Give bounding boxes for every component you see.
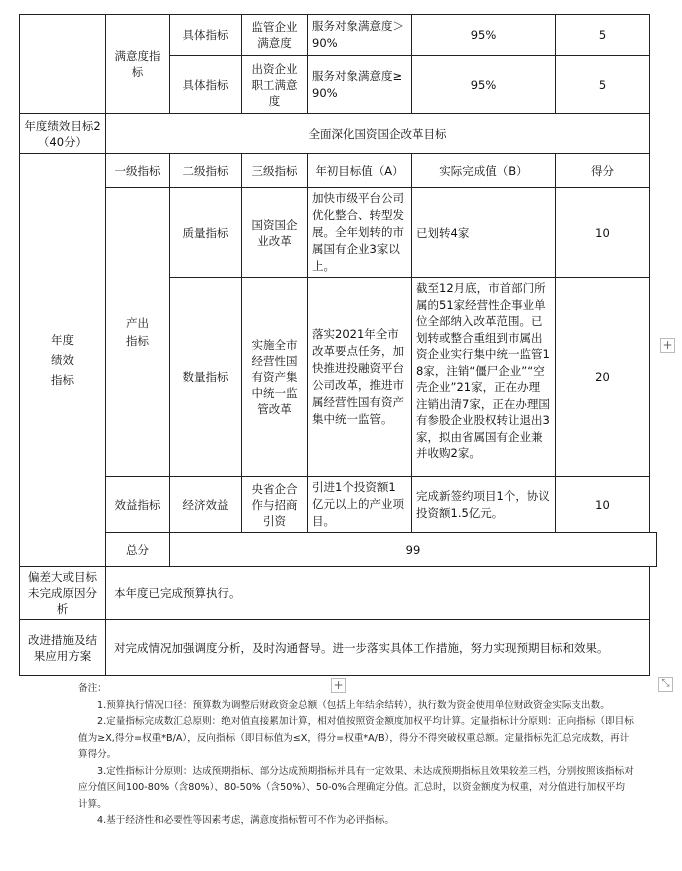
table-row bbox=[20, 114, 657, 154]
cell-target: 落实2021年全市改革要点任务，加快推进投融资平台公司改革，推进市属经营性国有资产集中统一监管。 bbox=[308, 278, 412, 477]
cell-actual: 95% bbox=[412, 56, 556, 114]
cell-score: 10 bbox=[556, 477, 650, 533]
cell-level1: 效益指标 bbox=[106, 477, 170, 533]
cell-actual: 完成新签约项目1个，协议投资额1.5亿元。 bbox=[412, 477, 556, 533]
performance-table bbox=[19, 14, 657, 676]
deviation-text: 本年度已完成预算执行。 bbox=[106, 567, 650, 620]
header-target: 年初目标值（A） bbox=[308, 154, 412, 188]
cell-level3: 实施全市经营性国有资产集中统一监管改革 bbox=[242, 278, 308, 477]
cell-target: 服务对象满意度≥90% bbox=[308, 56, 412, 114]
table-row bbox=[20, 15, 657, 56]
note-1: 1.预算执行情况口径：预算数为调整后财政资金总额（包括上年结余结转），执行数为资金使用单位财政资金实际支出数。 bbox=[97, 699, 610, 711]
cell-score: 10 bbox=[556, 188, 650, 278]
improve-label: 改进措施及结果应用方案 bbox=[20, 620, 106, 676]
cell-target: 引进1个投资额1亿元以上的产业项目。 bbox=[308, 477, 412, 533]
table-resize-handle[interactable]: ⤡ bbox=[658, 677, 673, 692]
output-label: 产出指标 bbox=[106, 188, 170, 477]
table-row bbox=[20, 620, 657, 676]
cell-level3: 具体指标 bbox=[170, 15, 242, 56]
header-level1: 一级指标 bbox=[106, 154, 170, 188]
cell-score: 5 bbox=[556, 15, 650, 56]
header-actual: 实际完成值（B） bbox=[412, 154, 556, 188]
total-label: 总分 bbox=[106, 533, 170, 567]
table-row bbox=[20, 567, 657, 620]
kpi-label: 年度绩效指标 bbox=[20, 154, 106, 567]
empty-cell bbox=[20, 15, 106, 114]
note-4: 4.基于经济性和必要性等因素考虑，满意度指标暂可不作为必评指标。 bbox=[97, 815, 394, 826]
cell-target: 服务对象满意度＞90% bbox=[308, 15, 412, 56]
cell-level2: 质量指标 bbox=[170, 188, 242, 278]
cell-actual: 截至12月底，市首部门所属的51家经营性企事业单位全部纳入改革范围。已划转或整合重组到市属出资企业实行集中统一监管18家，注销“僵尸企业”“空壳企业”21家，正在办理注销出清7家，正在办理国有参股企业股权转让退出3家，拟由省属国有企业兼并收购2家。 bbox=[412, 278, 556, 477]
add-row-button[interactable]: + bbox=[331, 678, 346, 693]
cell-score: 5 bbox=[556, 56, 650, 114]
notes-title: 备注： bbox=[78, 683, 107, 694]
note-3: 3.定性指标计分原则：达成预期指标、部分达成预期指标并具有一定效果、未达成预期指标且效果较差三档，分别按照该指标对应分值区间100-80%（含80%）、80-50%（含50%）、50-0%合理确定分值。汇总时，以资金额度为权重，对分值进行加权平均计算。 bbox=[78, 765, 634, 810]
header-score: 得分 bbox=[556, 154, 650, 188]
deviation-label: 偏差大或目标未完成原因分析 bbox=[20, 567, 106, 620]
cell-indicator: 监管企业满意度 bbox=[242, 15, 308, 56]
total-value: 99 bbox=[170, 533, 657, 567]
cell-level2: 经济效益 bbox=[170, 477, 242, 533]
cell-level3: 央省企合作与招商引资 bbox=[242, 477, 308, 533]
goal-label: 年度绩效目标2（40分） bbox=[20, 114, 106, 154]
table-row bbox=[20, 533, 657, 567]
cell-level3: 具体指标 bbox=[170, 56, 242, 114]
header-level3: 三级指标 bbox=[242, 154, 308, 188]
note-2: 2.定量指标完成数汇总原则：绝对值直接累加计算，相对值按照资金额度加权平均计算。定量指标计分原则：正向指标（即目标值为≥X,得分=权重*B/A），反向指标（即目标值为≤X，得分=权重*A/B），得分不得突破权重总额。定量指标先汇总完成数，再计算得分。 bbox=[78, 716, 634, 760]
notes-section bbox=[78, 681, 634, 830]
cell-actual: 已划转4家 bbox=[412, 188, 556, 278]
cell-score: 20 bbox=[556, 278, 650, 477]
add-column-button[interactable]: + bbox=[660, 338, 675, 353]
cell-level3: 国资国企业改革 bbox=[242, 188, 308, 278]
header-level2: 二级指标 bbox=[170, 154, 242, 188]
improve-text: 对完成情况加强调度分析，及时沟通督导。进一步落实具体工作措施，努力实现预期目标和效果。 bbox=[106, 620, 650, 676]
cell-actual: 95% bbox=[412, 15, 556, 56]
cell-level2: 满意度指标 bbox=[106, 15, 170, 114]
table-row bbox=[20, 188, 657, 278]
cell-indicator: 出资企业职工满意度 bbox=[242, 56, 308, 114]
cell-level2: 数量指标 bbox=[170, 278, 242, 477]
goal-text: 全面深化国资国企改革目标 bbox=[106, 114, 650, 154]
table-row bbox=[20, 477, 657, 533]
cell-target: 加快市级平台公司优化整合、转型发展。全年划转的市属国有企业3家以上。 bbox=[308, 188, 412, 278]
table-header-row bbox=[20, 154, 657, 188]
